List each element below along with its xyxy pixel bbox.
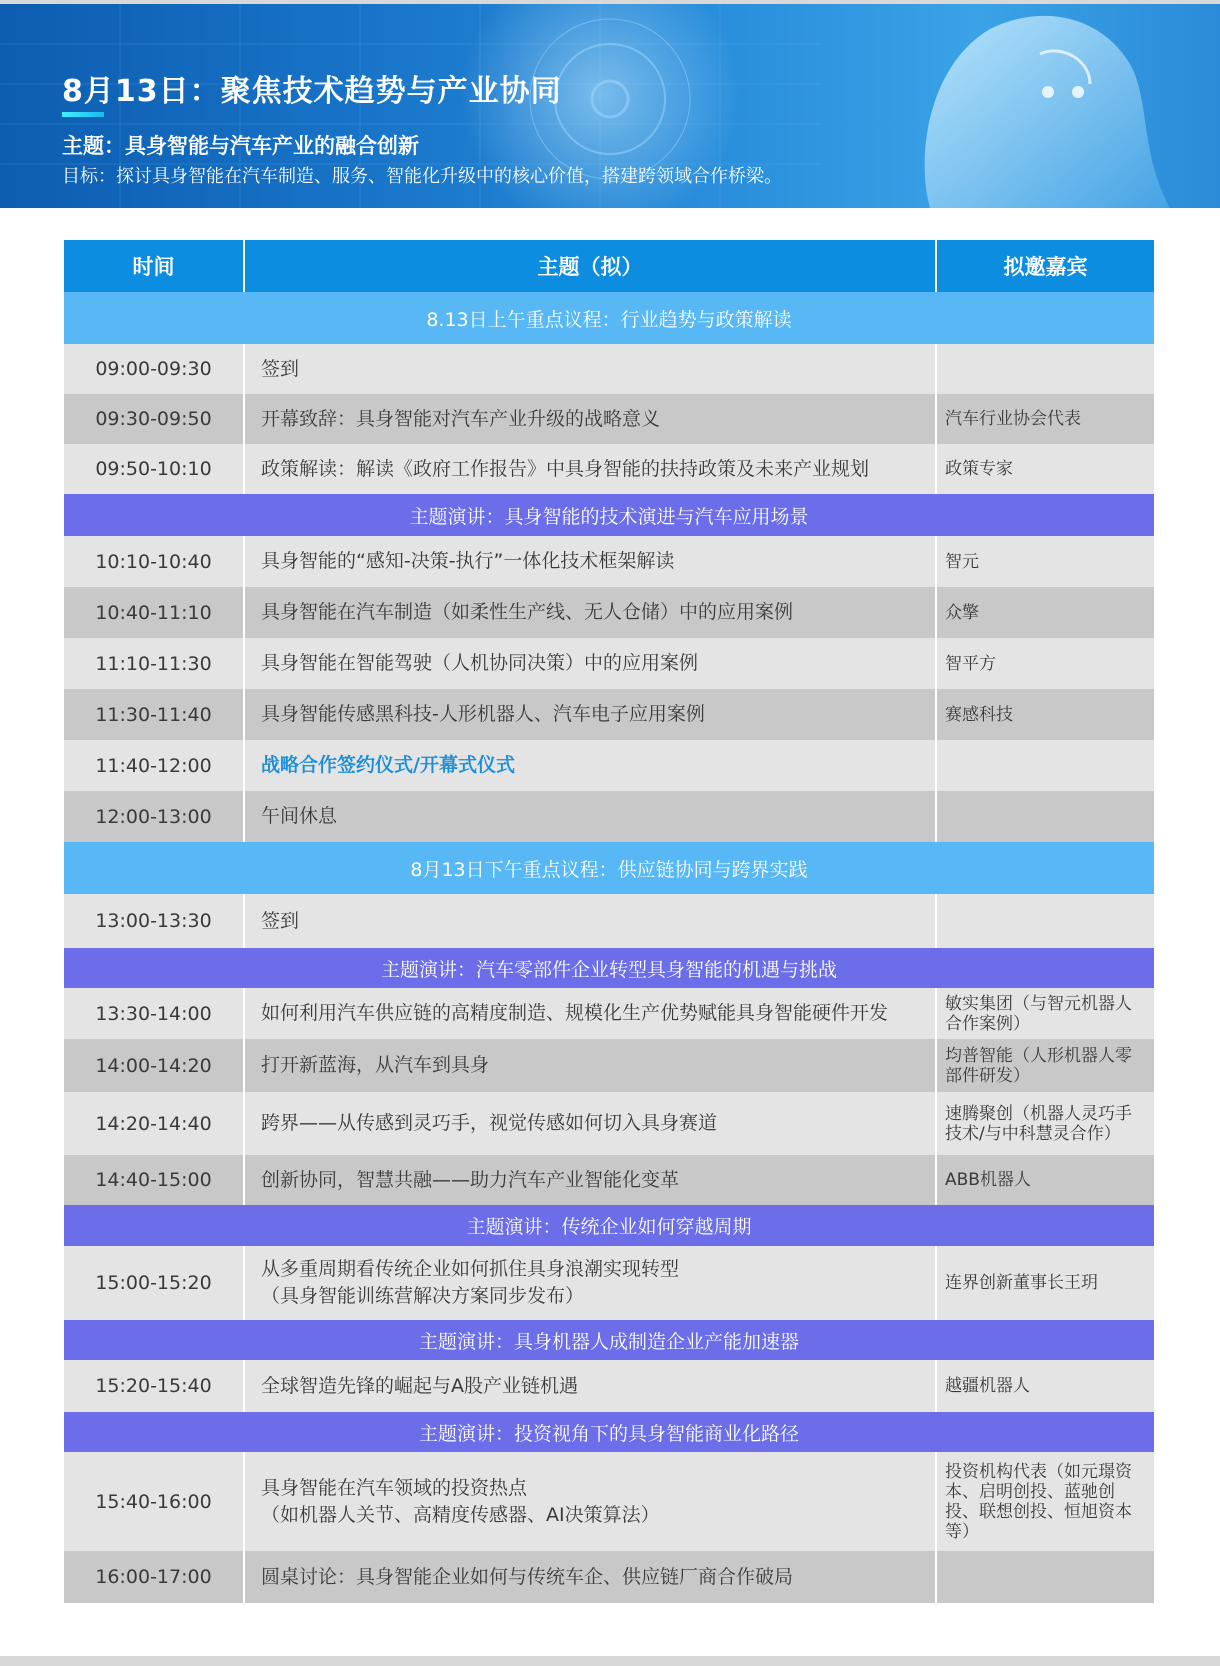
row-topic — [244, 1452, 936, 1551]
row-guest: 越疆机器人 — [936, 1360, 1154, 1412]
row-time: 09:50-10:10 — [64, 444, 244, 494]
row-time: 12:00-13:00 — [64, 791, 244, 842]
section-row-keynote — [64, 1320, 1154, 1360]
table-row — [64, 344, 1154, 394]
row-guest — [936, 740, 1154, 791]
row-guest — [936, 1551, 1154, 1603]
row-guest: 众擎 — [936, 587, 1154, 638]
row-time: 14:20-14:40 — [64, 1092, 244, 1155]
row-topic: 如何利用汽车供应链的高精度制造、规模化生产优势赋能具身智能硬件开发 — [244, 988, 936, 1039]
row-time: 09:30-09:50 — [64, 394, 244, 444]
table-row — [64, 1039, 1154, 1092]
row-time: 15:20-15:40 — [64, 1360, 244, 1412]
section-row-morning — [64, 292, 1154, 344]
row-time: 14:00-14:20 — [64, 1039, 244, 1092]
header-banner — [0, 4, 1220, 208]
table-row — [64, 587, 1154, 638]
row-topic: 政策解读：解读《政府工作报告》中具身智能的扶持政策及未来产业规划 — [244, 444, 936, 494]
row-topic: 签到 — [244, 344, 936, 394]
section-row-keynote — [64, 1412, 1154, 1452]
section-row-keynote — [64, 1205, 1154, 1246]
row-topic: 签到 — [244, 894, 936, 948]
row-time: 09:00-09:30 — [64, 344, 244, 394]
header-topic: 主题（拟） — [244, 240, 936, 292]
row-guest: 连界创新董事长王玥 — [936, 1246, 1154, 1320]
table-row — [64, 894, 1154, 948]
row-guest: ABB机器人 — [936, 1155, 1154, 1205]
row-time: 10:10-10:40 — [64, 536, 244, 587]
row-time: 11:30-11:40 — [64, 689, 244, 740]
row-topic: 具身智能在汽车制造（如柔性生产线、无人仓储）中的应用案例 — [244, 587, 936, 638]
row-guest — [936, 344, 1154, 394]
row-guest: 智元 — [936, 536, 1154, 587]
row-guest: 智平方 — [936, 638, 1154, 689]
bottom-border-strip — [0, 1656, 1220, 1666]
row-time: 11:40-12:00 — [64, 740, 244, 791]
row-topic: 开幕致辞：具身智能对汽车产业升级的战略意义 — [244, 394, 936, 444]
row-guest: 政策专家 — [936, 444, 1154, 494]
section-title: 主题演讲：传统企业如何穿越周期 — [64, 1205, 1154, 1246]
row-time: 14:40-15:00 — [64, 1155, 244, 1205]
table-row — [64, 638, 1154, 689]
section-title: 主题演讲：投资视角下的具身智能商业化路径 — [64, 1412, 1154, 1452]
title-underline — [62, 112, 104, 117]
table-row — [64, 1452, 1154, 1551]
section-row-keynote — [64, 948, 1154, 988]
section-title: 主题演讲：具身机器人成制造企业产能加速器 — [64, 1320, 1154, 1360]
agenda-table — [64, 240, 1154, 1603]
row-topic: 午间休息 — [244, 791, 936, 842]
row-guest — [936, 894, 1154, 948]
row-guest: 汽车行业协会代表 — [936, 394, 1154, 444]
section-title: 主题演讲：汽车零部件企业转型具身智能的机遇与挑战 — [64, 948, 1154, 988]
row-time: 15:00-15:20 — [64, 1246, 244, 1320]
row-topic: 具身智能传感黑科技-人形机器人、汽车电子应用案例 — [244, 689, 936, 740]
section-row-keynote — [64, 494, 1154, 536]
banner-goal: 目标：探讨具身智能在汽车制造、服务、智能化升级中的核心价值，搭建跨领域合作桥梁。 — [62, 166, 782, 187]
row-guest: 投资机构代表（如元璟资本、启明创投、蓝驰创投、联想创投、恒旭资本等） — [936, 1452, 1154, 1551]
row-time: 16:00-17:00 — [64, 1551, 244, 1603]
banner-subtitle: 主题：具身智能与汽车产业的融合创新 — [62, 134, 419, 158]
table-row — [64, 689, 1154, 740]
row-topic: 具身智能在智能驾驶（人机协同决策）中的应用案例 — [244, 638, 936, 689]
row-topic: 全球智造先锋的崛起与A股产业链机遇 — [244, 1360, 936, 1412]
topic-line: 从多重周期看传统企业如何抓住具身浪潮实现转型 — [261, 1258, 680, 1280]
row-topic: 圆桌讨论：具身智能企业如何与传统车企、供应链厂商合作破局 — [244, 1551, 936, 1603]
row-time: 10:40-11:10 — [64, 587, 244, 638]
row-guest: 速腾聚创（机器人灵巧手技术/与中科慧灵合作） — [936, 1092, 1154, 1155]
row-topic — [244, 1246, 936, 1320]
row-guest: 敏实集团（与智元机器人合作案例） — [936, 988, 1154, 1039]
row-topic: 具身智能的“感知-决策-执行”一体化技术框架解读 — [244, 536, 936, 587]
table-row — [64, 740, 1154, 791]
table-row — [64, 1360, 1154, 1412]
table-row — [64, 791, 1154, 842]
header-time: 时间 — [64, 240, 244, 292]
section-row-afternoon — [64, 842, 1154, 894]
row-time: 11:10-11:30 — [64, 638, 244, 689]
topic-line: 具身智能在汽车领域的投资热点 — [261, 1476, 528, 1499]
table-row — [64, 536, 1154, 587]
section-title: 8月13日下午重点议程：供应链协同与跨界实践 — [64, 842, 1154, 894]
section-title: 8.13日上午重点议程：行业趋势与政策解读 — [64, 292, 1154, 344]
topic-line: （具身智能训练营解决方案同步发布） — [261, 1285, 585, 1307]
row-topic: 跨界——从传感到灵巧手，视觉传感如何切入具身赛道 — [244, 1092, 936, 1155]
section-title: 主题演讲：具身智能的技术演进与汽车应用场景 — [64, 494, 1154, 536]
row-topic: 创新协同，智慧共融——助力汽车产业智能化变革 — [244, 1155, 936, 1205]
topic-line: （如机器人关节、高精度传感器、AI决策算法） — [261, 1503, 660, 1526]
table-header-row — [64, 240, 1154, 292]
table-row — [64, 988, 1154, 1039]
row-guest: 均普智能（人形机器人零部件研发） — [936, 1039, 1154, 1092]
row-topic — [244, 740, 936, 791]
table-row — [64, 1092, 1154, 1155]
row-time: 13:00-13:30 — [64, 894, 244, 948]
row-guest: 赛感科技 — [936, 689, 1154, 740]
table-row — [64, 1155, 1154, 1205]
header-guest: 拟邀嘉宾 — [936, 240, 1154, 292]
highlighted-topic: 战略合作签约仪式/开幕式仪式 — [261, 754, 515, 776]
row-time: 15:40-16:00 — [64, 1452, 244, 1551]
row-guest — [936, 791, 1154, 842]
banner-title: 8月13日：聚焦技术趋势与产业协同 — [62, 74, 562, 109]
table-row — [64, 1246, 1154, 1320]
row-topic: 打开新蓝海，从汽车到具身 — [244, 1039, 936, 1092]
table-row — [64, 444, 1154, 494]
table-row — [64, 394, 1154, 444]
row-time: 13:30-14:00 — [64, 988, 244, 1039]
table-row — [64, 1551, 1154, 1603]
